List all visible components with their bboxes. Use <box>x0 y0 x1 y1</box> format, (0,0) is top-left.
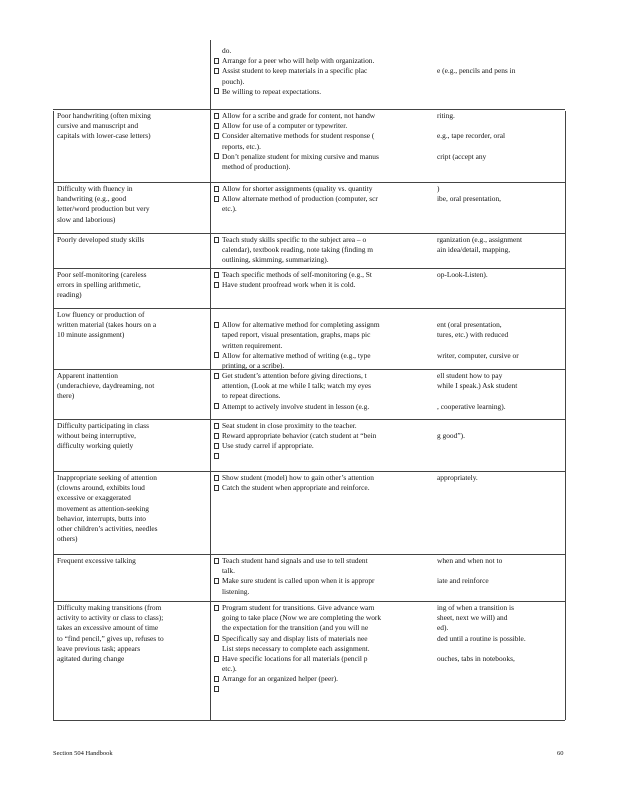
accommodation-text: Assist student to keep materials in a specific plac <box>222 66 368 76</box>
accommodation-text: Teach specific methods of self-monitoring (e.g., St <box>222 270 372 279</box>
accommodation-text: writer, computer, cursive or <box>437 350 519 360</box>
condition-text: Difficulty with fluency in <box>57 184 133 193</box>
accommodation-text: ) <box>437 184 440 193</box>
accommodation-text: while I speak.) Ask student <box>437 381 518 391</box>
accommodation-text: Allow for alternative method for completing assignm <box>222 320 380 330</box>
accommodation-text: Teach student hand signals and use to tell student <box>222 556 368 565</box>
condition-text: errors in spelling arithmetic, <box>57 280 141 290</box>
condition-text: reading) <box>57 290 82 300</box>
condition-text: letter/word production but very <box>57 204 150 214</box>
table-right-border <box>565 111 566 720</box>
accommodation-text: Catch the student when appropriate and reinforce. <box>222 483 370 493</box>
condition-text: behavior, interrupts, butts into <box>57 513 146 523</box>
condition-text: others) <box>57 534 78 544</box>
accommodation-text: iate and reinforce <box>437 576 489 586</box>
accommodation-text: ibe, oral presentation, <box>437 194 502 204</box>
checkbox-bullet-icon <box>214 282 219 288</box>
checkbox-bullet-icon <box>214 656 219 662</box>
row-divider <box>53 233 565 234</box>
accommodation-text: method of production). <box>222 162 291 171</box>
row-divider <box>53 601 565 602</box>
checkbox-bullet-icon <box>214 635 219 641</box>
condition-text: Poor self-monitoring (careless <box>57 270 147 279</box>
accommodation-text: g good”). <box>437 431 465 441</box>
condition-text: there) <box>57 391 75 401</box>
accommodation-text: written requirement. <box>222 340 283 350</box>
accommodation-text: Reward appropriate behavior (catch student at “bein <box>222 431 377 441</box>
accommodation-text: reports, etc.). <box>222 141 261 151</box>
checkbox-bullet-icon <box>214 485 219 491</box>
accommodation-text: Specifically say and display lists of materials nee <box>222 633 368 643</box>
accommodation-text: pouch). <box>222 76 245 86</box>
condition-text: slow and laborious) <box>57 214 116 224</box>
condition-text: leave previous task; appears <box>57 643 141 653</box>
condition-text: handwriting (e.g., good <box>57 194 127 204</box>
accommodation-text: Allow alternate method of production (computer, scr <box>222 194 378 204</box>
accommodation-text: taped report, visual presentation, graphs, maps pic <box>222 330 371 340</box>
condition-text: without being interruptive, <box>57 431 137 441</box>
condition-text: Poorly developed study skills <box>57 235 145 244</box>
accommodation-text: to repeat directions. <box>222 391 281 401</box>
accommodation-text: , cooperative learning). <box>437 401 506 411</box>
checkbox-bullet-icon <box>214 558 219 564</box>
condition-text: movement as attention-seeking <box>57 503 149 513</box>
accommodation-text: attention, (Look at me while I talk; watch my eyes <box>222 381 371 391</box>
condition-text: Inappropriate seeking of attention <box>57 473 157 482</box>
checkbox-bullet-icon <box>214 237 219 243</box>
checkbox-bullet-icon <box>214 676 219 682</box>
checkbox-bullet-icon <box>214 605 219 611</box>
condition-text: 10 minute assignment) <box>57 330 125 340</box>
footer-left: Section 504 Handbook <box>53 750 113 757</box>
accommodation-text: Arrange for an organized helper (peer). <box>222 674 338 684</box>
checkbox-bullet-icon <box>214 475 219 481</box>
accommodation-text: ded until a routine is possible. <box>437 633 526 643</box>
checkbox-bullet-icon <box>214 196 219 202</box>
accommodation-text: Show student (model) how to gain other’s attention <box>222 473 374 482</box>
condition-text: written material (takes hours on a <box>57 320 157 330</box>
condition-text: capitals with lower-case letters) <box>57 131 151 141</box>
accommodation-text: listening. <box>222 586 250 596</box>
checkbox-bullet-icon <box>214 443 219 449</box>
accommodation-text: outlining, skimming, summarizing). <box>222 255 329 265</box>
checkbox-bullet-icon <box>214 322 219 328</box>
accommodation-text: going to take place (Now we are completing the work <box>222 613 382 623</box>
accommodation-text: Arrange for a peer who will help with organization. <box>222 56 375 66</box>
row-divider <box>53 268 565 269</box>
condition-text: excessive or exaggerated <box>57 493 131 503</box>
accommodation-text: etc.). <box>222 204 237 214</box>
table-left-border <box>53 111 54 720</box>
condition-text: Apparent inattention <box>57 371 118 380</box>
page-number: 60 <box>557 750 564 757</box>
accommodation-text: e (e.g., pencils and pens in <box>437 66 516 76</box>
condition-text: agitated during change <box>57 654 125 663</box>
condition-text: other children’s activities, needles <box>57 524 158 533</box>
checkbox-bullet-icon <box>214 578 219 584</box>
accommodation-text: Allow for use of a computer or typewriter. <box>222 121 348 131</box>
checkbox-bullet-icon <box>214 403 219 409</box>
accommodation-text: ed). <box>437 623 449 633</box>
accommodation-text: Program student for transitions. Give advance warn <box>222 603 375 612</box>
accommodation-text: sheet, next we will) and <box>437 613 508 623</box>
condition-text: Low fluency or production of <box>57 310 145 319</box>
accommodation-text: Get student’s attention before giving directions, t <box>222 371 367 380</box>
accommodation-text: Allow for shorter assignments (quality vs. quantity <box>222 184 373 193</box>
condition-text: Frequent excessive talking <box>57 556 136 565</box>
accommodation-text: ell student how to pay <box>437 371 503 380</box>
accommodation-text: Be willing to repeat expectations. <box>222 86 322 96</box>
checkbox-bullet-icon <box>214 153 219 159</box>
row-divider <box>53 419 565 420</box>
checkbox-bullet-icon <box>214 88 219 94</box>
checkbox-bullet-icon <box>214 133 219 139</box>
condition-text: to “find pencil,” gives up, refuses to <box>57 633 164 643</box>
row-divider <box>53 182 565 183</box>
checkbox-bullet-icon <box>214 373 219 379</box>
condition-text: Difficulty making transitions (from <box>57 603 162 612</box>
condition-text: takes an excessive amount of time <box>57 623 159 633</box>
condition-text: cursive and manuscript and <box>57 121 139 131</box>
checkbox-bullet-icon <box>214 453 219 459</box>
accommodation-text: Consider alternative methods for student response ( <box>222 131 375 141</box>
accommodation-text: List steps necessary to complete each assignment. <box>222 643 370 653</box>
row-divider <box>53 554 565 555</box>
accommodation-text: Seat student in close proximity to the teacher. <box>222 421 357 430</box>
checkbox-bullet-icon <box>214 186 219 192</box>
accommodation-text: appropriately. <box>437 473 478 482</box>
checkbox-bullet-icon <box>214 686 219 692</box>
accommodation-text: Make sure student is called upon when it is appropr <box>222 576 375 586</box>
accommodation-text: Use study carrel if appropriate. <box>222 441 314 451</box>
accommodation-text: ent (oral presentation, <box>437 320 502 330</box>
table-column-divider-top <box>210 40 211 111</box>
accommodation-text: Have specific locations for all materials (pencil p <box>222 654 368 663</box>
accommodation-text: when and when not to <box>437 556 503 565</box>
accommodation-text: ouches, tabs in notebooks, <box>437 654 515 663</box>
accommodation-text: Teach study skills specific to the subject area – o <box>222 235 367 244</box>
row-divider <box>53 308 565 309</box>
accommodation-text: talk. <box>222 566 235 576</box>
condition-text: (clowns around, exhibits loud <box>57 483 145 493</box>
accommodation-text: op-Look-Listen). <box>437 270 488 279</box>
condition-text: activity to activity or class to class); <box>57 613 164 623</box>
checkbox-bullet-icon <box>214 68 219 74</box>
accommodation-text: the expectation for the transition (and you will ne <box>222 623 369 633</box>
accommodation-text: riting. <box>437 111 455 120</box>
row-divider <box>53 369 565 370</box>
accommodation-text: e.g., tape recorder, oral <box>437 131 506 141</box>
table-bottom-border <box>53 720 565 721</box>
accommodation-text: rganization (e.g., assignment <box>437 235 523 244</box>
row-divider <box>53 471 565 472</box>
accommodation-text: Don’t penalize student for mixing cursive and manus <box>222 151 379 161</box>
checkbox-bullet-icon <box>214 113 219 119</box>
accommodation-text: do. <box>222 46 232 55</box>
accommodation-text: cript (accept any <box>437 151 487 161</box>
accommodation-text: ain idea/detail, mapping, <box>437 245 511 255</box>
accommodation-text: etc.). <box>222 664 237 674</box>
checkbox-bullet-icon <box>214 433 219 439</box>
accommodation-text: tures, etc.) with reduced <box>437 330 509 340</box>
checkbox-bullet-icon <box>214 272 219 278</box>
accommodation-text: printing, or a scribe). <box>222 361 285 370</box>
condition-text: Difficulty participating in class <box>57 421 150 430</box>
condition-text: difficulty working quietly <box>57 441 134 451</box>
condition-text: Poor handwriting (often mixing <box>57 111 151 120</box>
accommodation-text: Allow for alternative method of writing (e.g., type <box>222 350 371 360</box>
accommodation-text: Attempt to actively involve student in lesson (e.g. <box>222 401 370 411</box>
checkbox-bullet-icon <box>214 352 219 358</box>
accommodation-text: Have student proofread work when it is cold. <box>222 280 356 290</box>
row-divider <box>53 109 565 110</box>
condition-text: (underachieve, daydreaming, not <box>57 381 155 391</box>
table-column-divider <box>210 111 211 720</box>
checkbox-bullet-icon <box>214 58 219 64</box>
checkbox-bullet-icon <box>214 423 219 429</box>
checkbox-bullet-icon <box>214 123 219 129</box>
accommodation-text: ing of when a transition is <box>437 603 514 612</box>
accommodation-text: calendar), textbook reading, note taking (finding m <box>222 245 374 255</box>
accommodation-text: Allow for a scribe and grade for content, not handw <box>222 111 376 120</box>
